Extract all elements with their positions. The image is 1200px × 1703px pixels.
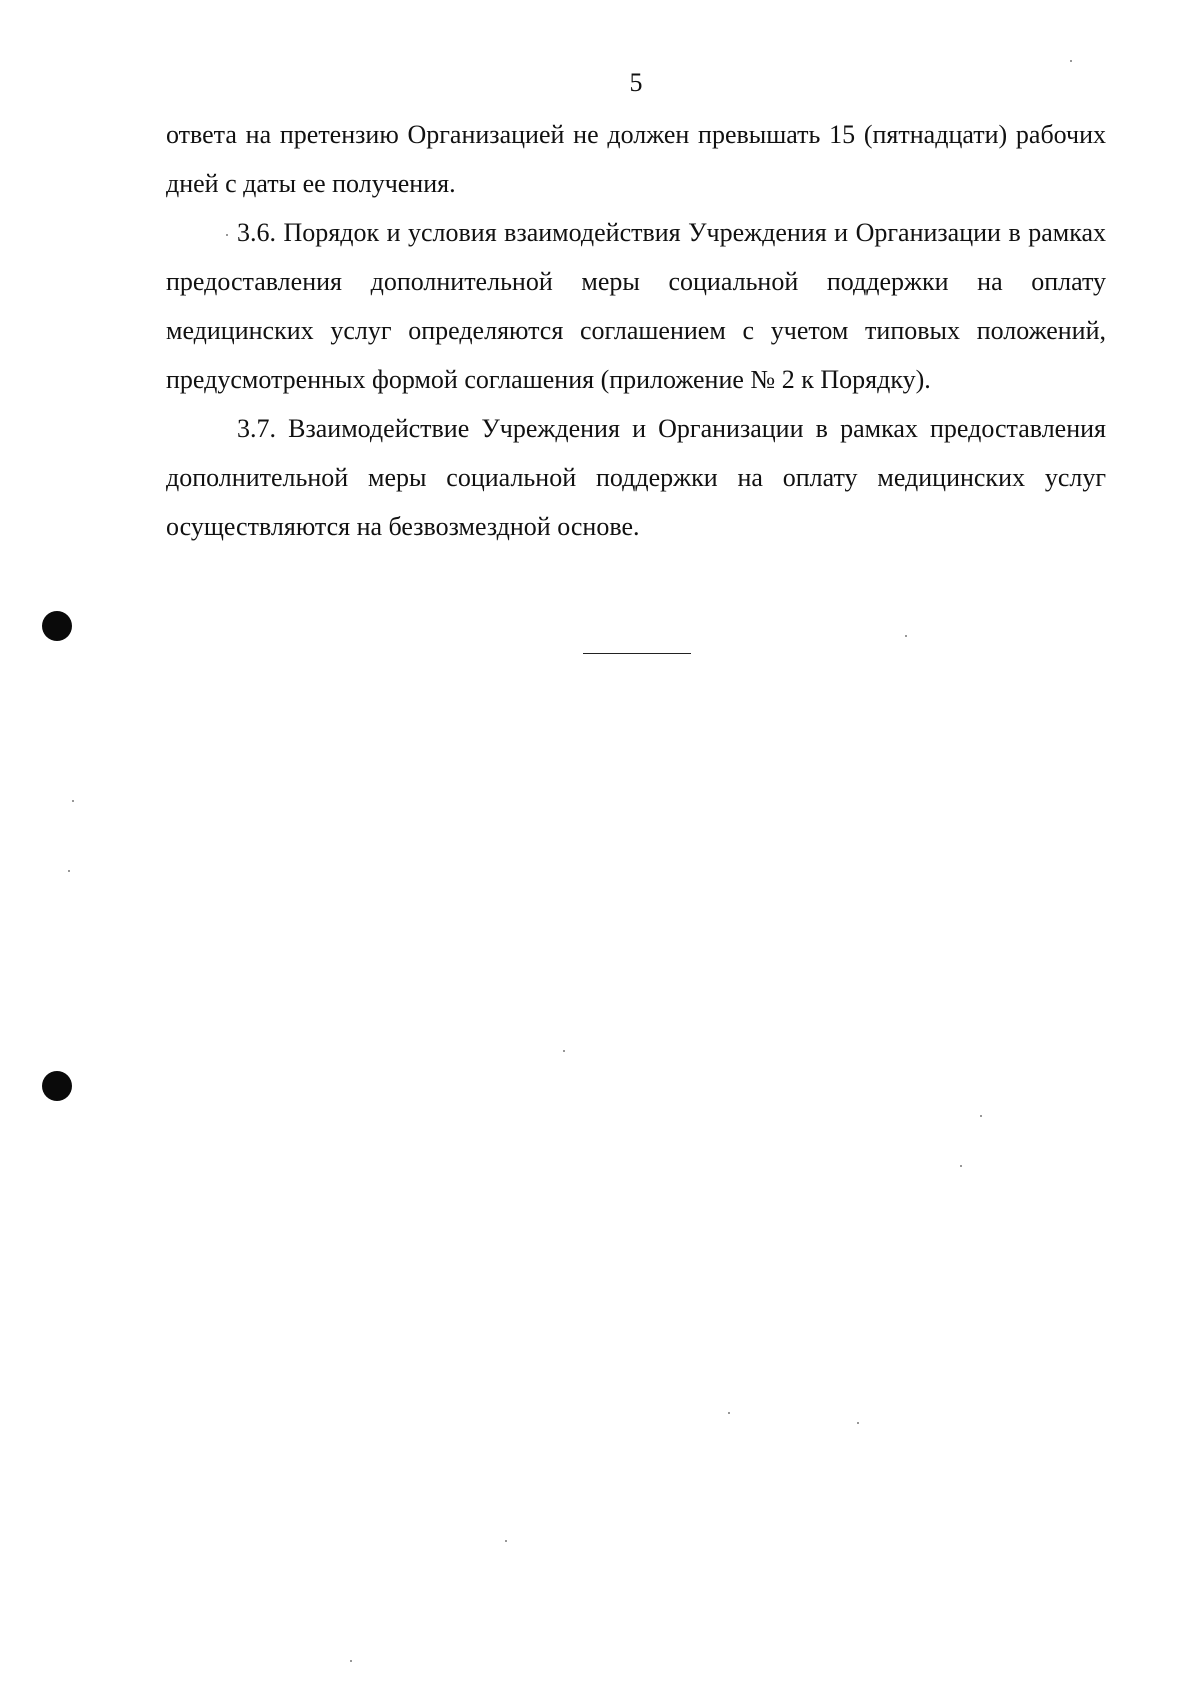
end-of-text-rule: [583, 653, 691, 654]
paragraph-continuation: ответа на претензию Организацией не должен превышать 15 (пятнадцати) рабочих дней с даты ее получения.: [166, 120, 1106, 198]
scan-speck: [1070, 60, 1072, 62]
scan-speck: [563, 1050, 565, 1052]
scan-speck: [905, 635, 907, 637]
paragraph-3-7: 3.7. Взаимодействие Учреждения и Организации в рамках предоставления дополнительной меры социальной поддержки на оплату медицинских услуг осуществляются на безвозмездной основе.: [166, 414, 1106, 541]
punch-hole-mark: [42, 1071, 72, 1101]
document-body: [166, 110, 1106, 551]
scan-speck: [68, 870, 70, 872]
scan-speck: [728, 1412, 730, 1414]
scan-speck: [980, 1115, 982, 1117]
scan-speck: [857, 1422, 859, 1424]
scan-speck: [226, 234, 228, 236]
scan-speck: [72, 800, 74, 802]
punch-hole-mark: [42, 611, 72, 641]
scan-speck: [505, 1540, 507, 1542]
page-number: 5: [629, 68, 643, 97]
scan-speck: [350, 1660, 352, 1662]
scan-speck: [960, 1165, 962, 1167]
paragraph-3-6: 3.6. Порядок и условия взаимодействия Учреждения и Организации в рамках предоставления дополнительной меры социальной поддержки на оплату медицинских услуг определяются соглашением с учетом типовых положений, предусмотренных формой соглашения (приложение № 2 к Порядку).: [166, 218, 1106, 394]
